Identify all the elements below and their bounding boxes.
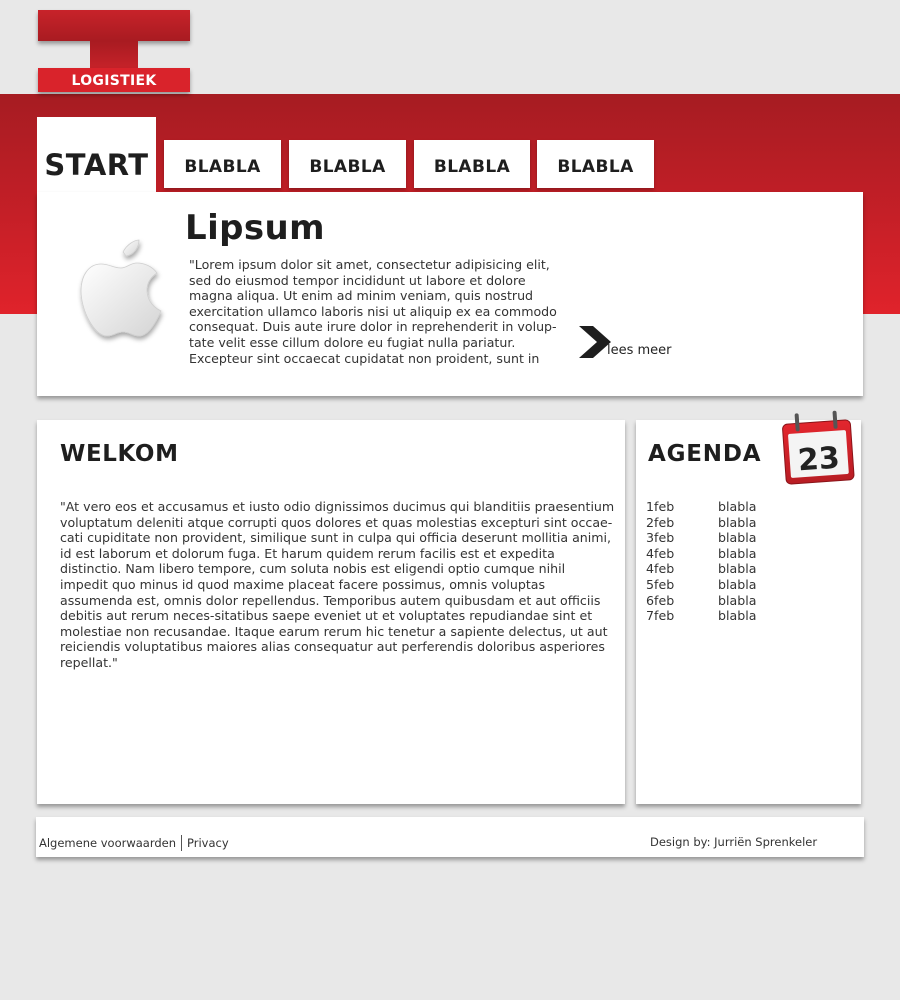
- agenda-date: 1feb: [646, 499, 675, 514]
- agenda-text: blabla: [718, 561, 757, 577]
- footer-links: [39, 835, 229, 851]
- read-more-link[interactable]: [577, 324, 672, 360]
- welcome-text: "At vero eos et accusamus et iusto odio dignissimos ducimus qui blanditiis praesentium voluptatum deleniti atque corrupti quos dolores et quas molestias excepturi sint occae-cati cupiditate non provident, similique sunt in culpa qui officia deserunt mollitia animi, id est laborum et dolorum fuga. Et harum quidem rerum facilis est et expedita distinctio. Nam libero tempore, cum soluta nobis est eligendi optio cumque nihil impedit quo minus id quod maxime placeat facere possimus, omnis voluptas assumenda est, omnis dolor repellendus. Temporibus autem quibusdam et aut officiis debitis aut rerum neces-sitatibus saepe eveniet ut et voluptates repudiandae sint et molestiae non recusandae. Itaque earum rerum hic tenetur a sapiente delectus, ut aut reiciendis voluptatibus maiores alias consequatur aut perferendis doloribus asperiores repellat.": [60, 499, 615, 670]
- design-credit: Design by: Jurriën Sprenkeler: [650, 835, 818, 849]
- terms-link[interactable]: Algemene voorwaarden: [39, 836, 177, 850]
- tab-blabla-2[interactable]: BLABLA: [289, 140, 406, 188]
- logo-crossbar: [38, 10, 190, 41]
- agenda-item[interactable]: [646, 530, 846, 546]
- agenda-text: blabla: [718, 608, 757, 624]
- welcome-panel: [37, 420, 625, 804]
- agenda-text: blabla: [718, 514, 757, 530]
- privacy-link[interactable]: Privacy: [187, 836, 229, 850]
- tab-blabla-4[interactable]: BLABLA: [537, 140, 654, 188]
- hero-title: Lipsum: [185, 208, 325, 248]
- read-more-label: lees meer: [607, 343, 672, 358]
- tab-blabla-3[interactable]: BLABLA: [414, 140, 530, 188]
- agenda-item[interactable]: [646, 515, 846, 531]
- tab-start[interactable]: START: [37, 117, 156, 199]
- agenda-text: blabla: [718, 576, 757, 592]
- agenda-item[interactable]: [646, 499, 846, 515]
- agenda-date: 6feb: [646, 592, 675, 608]
- agenda-item[interactable]: [646, 577, 846, 593]
- logo[interactable]: [38, 10, 190, 89]
- agenda-text: blabla: [718, 545, 757, 561]
- footer: [36, 817, 864, 857]
- agenda-date: 4feb: [646, 561, 675, 577]
- logo-stem: [90, 41, 138, 71]
- calendar-day: 23: [796, 440, 841, 479]
- agenda-item[interactable]: [646, 593, 846, 609]
- agenda-text: blabla: [718, 592, 757, 608]
- agenda-date: 5feb: [646, 576, 675, 592]
- agenda-date: 2feb: [646, 514, 675, 530]
- agenda-title: AGENDA: [648, 441, 762, 467]
- logo-text: LOGISTIEK: [38, 68, 190, 92]
- agenda-date: 7feb: [646, 608, 675, 624]
- calendar-icon: [780, 408, 856, 488]
- welcome-title: WELKOM: [60, 441, 179, 467]
- agenda-date: 3feb: [646, 530, 675, 546]
- agenda-item[interactable]: [646, 608, 846, 624]
- apple-icon: [77, 238, 167, 348]
- hero-text: "Lorem ipsum dolor sit amet, consectetur adipisicing elit, sed do eiusmod tempor incididunt ut labore et dolore magna aliqua. Ut enim ad minim veniam, quis nostrud exercitation ullamco laboris nisi ut aliquip ex ea commodo consequat. Duis aute irure dolor in reprehenderit in volup-tate velit esse cillum dolore eu fugiat nulla pariatur. Excepteur sint occaecat cupidatat non proident, sunt in: [189, 257, 557, 366]
- tab-blabla-1[interactable]: BLABLA: [164, 140, 281, 188]
- agenda-text: blabla: [718, 530, 757, 546]
- agenda-date: 4feb: [646, 545, 675, 561]
- hero-panel: [37, 192, 863, 396]
- agenda-item[interactable]: [646, 561, 846, 577]
- agenda-list: [646, 499, 846, 624]
- agenda-text: blabla: [718, 499, 757, 514]
- agenda-item[interactable]: [646, 546, 846, 562]
- footer-divider: [181, 835, 182, 851]
- agenda-panel: [636, 420, 861, 804]
